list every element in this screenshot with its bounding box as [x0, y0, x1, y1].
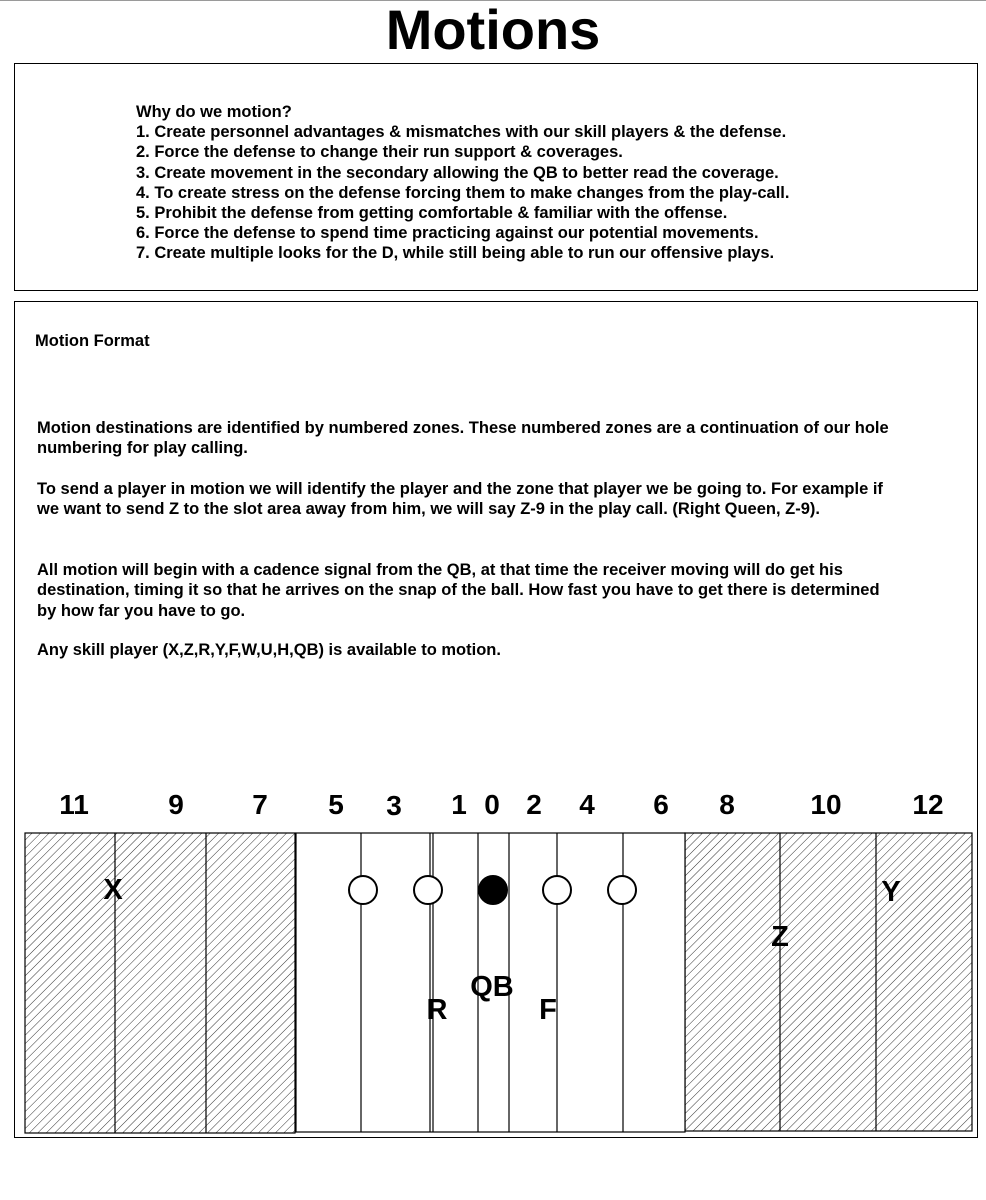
player-f-label: F	[539, 994, 557, 1026]
reason-item: 6. Force the defense to spend time practicing against our potential movements.	[136, 224, 759, 243]
format-paragraph: Any skill player (X,Z,R,Y,F,W,U,H,QB) is available to motion.	[37, 641, 501, 659]
why-motion-list	[136, 102, 789, 264]
motion-zone-diagram	[0, 780, 986, 1140]
zone-number: 7	[252, 789, 268, 820]
reason-item: 1. Create personnel advantages & mismatches with our skill players & the defense.	[136, 123, 787, 142]
format-paragraph: All motion will begin with a cadence signal from the QB, at that time the receiver moving will do get his destination, timing it so that he arrives on the snap of the ball. How fast you have to get there is determined by how far you have to go.	[37, 561, 880, 620]
player-y-label: Y	[881, 876, 901, 908]
zone-number: 6	[653, 789, 669, 820]
reason-item: 4. To create stress on the defense forcing them to make changes from the play-call.	[136, 183, 790, 202]
zone-number: 12	[912, 789, 944, 820]
format-paragraph: To send a player in motion we will identify the player and the zone that player we be going to. For example if we want to send Z to the slot area away from him, we will say Z-9 in the play call. (Right Queen, Z-9).	[37, 480, 883, 519]
reason-item: 7. Create multiple looks for the D, while still being able to run our offensive plays.	[136, 244, 775, 263]
player-x-label: X	[103, 874, 123, 906]
player-r-label: R	[426, 994, 448, 1026]
center-marker	[479, 876, 507, 904]
zone-number: 5	[328, 789, 344, 820]
lineman-marker	[349, 876, 377, 904]
reason-item: 2. Force the defense to change their run support & coverages.	[136, 143, 623, 162]
player-z-label: Z	[771, 921, 789, 953]
player-qb-label: QB	[470, 971, 514, 1003]
left-hatched-zone	[25, 833, 295, 1133]
zone-number: 4	[579, 789, 595, 820]
page-title: Motions	[385, 0, 601, 61]
zone-number: 10	[810, 789, 842, 820]
zone-number: 9	[168, 789, 184, 820]
right-hatched-zone	[685, 833, 972, 1131]
zone-number: 11	[59, 789, 89, 820]
zone-number: 8	[719, 789, 735, 820]
motion-format-title: Motion Format	[35, 332, 150, 350]
zone-number: 1	[451, 789, 467, 820]
format-paragraph: Motion destinations are identified by numbered zones. These numbered zones are a continuation of our hole numbering for play calling.	[37, 419, 889, 458]
lineman-marker	[608, 876, 636, 904]
lineman-marker	[414, 876, 442, 904]
reason-item: 5. Prohibit the defense from getting comfortable & familiar with the offense.	[136, 204, 728, 223]
zone-number: 0	[484, 789, 500, 820]
lineman-marker	[543, 876, 571, 904]
zone-number: 2	[526, 789, 542, 820]
why-motion-box	[14, 63, 978, 291]
reason-item: 3. Create movement in the secondary allowing the QB to better read the coverage.	[136, 163, 779, 182]
why-motion-heading: Why do we motion?	[136, 103, 292, 121]
zone-number: 3	[386, 790, 402, 821]
